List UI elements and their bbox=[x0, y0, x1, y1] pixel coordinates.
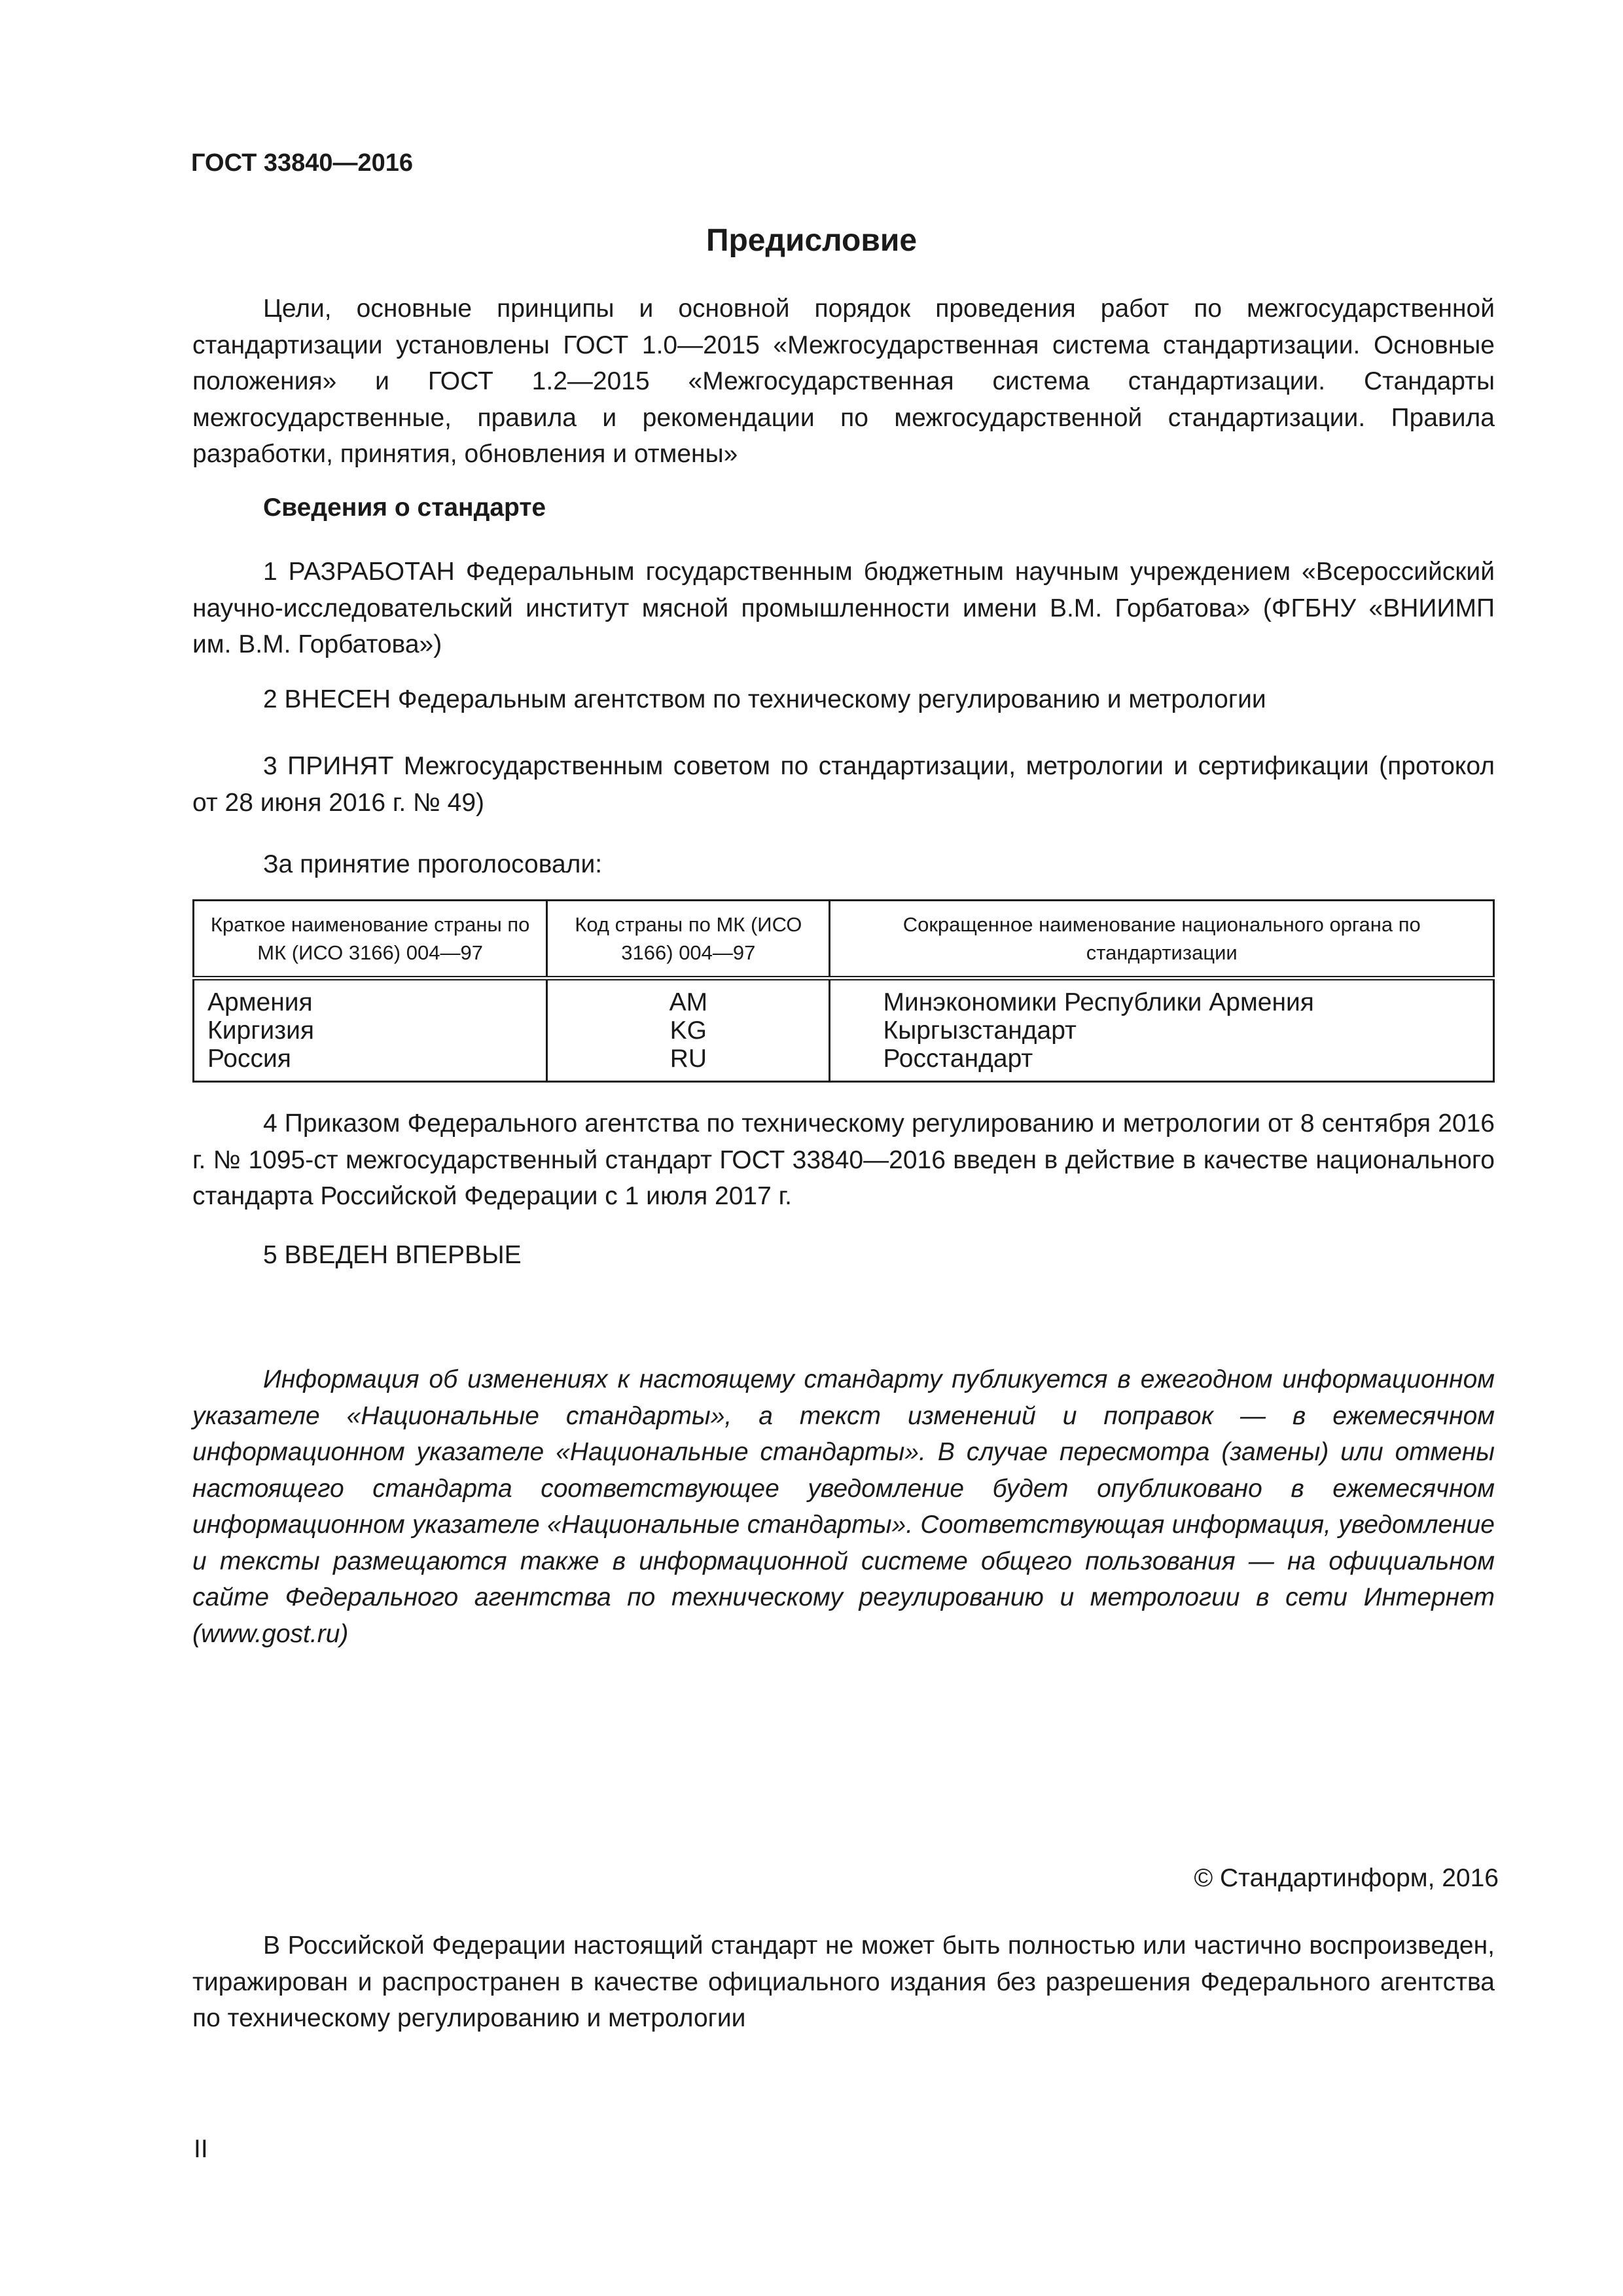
country-code-cell: AM bbox=[547, 978, 830, 1017]
notice-paragraph: Информация об изменениях к настоящему стандарту публикуется в ежегодном информационном указателе «Национальные стандарты», а текст изменений и поправок — в ежемесячном информационном указателе «Национальные стандарты». В случае пересмотра (замены) или отмены настоящего стандарта соответствующее уведомление будет опубликовано в ежемесячном информационном указателе «Национальные стандарты». Соответствующая информация, уведомление и тексты размещаются также в информационной системе общего пользования — на официальном сайте Федерального агентства по техническому регулированию и метрологии в сети Интернет (www.gost.ru) bbox=[192, 1365, 1495, 1648]
item-3: 3 ПРИНЯТ Межгосударственным советом по стандартизации, метрологии и сертификации (протокол от 28 июня 2016 г. № 49) bbox=[192, 752, 1495, 817]
country-name-cell: Россия bbox=[194, 1045, 547, 1082]
item-1: 1 РАЗРАБОТАН Федеральным государственным бюджетным научным учреждением «Всероссийский научно-исследовательский институт мясной промышленности имени В.М. Горбатова» (ФГБНУ «ВНИИМП им. В.М. Горбатова») bbox=[192, 558, 1495, 658]
page-number: II bbox=[194, 2135, 208, 2163]
header-country-code: Код страны по МК (ИСО 3166) 004—97 bbox=[547, 901, 830, 978]
document-code: ГОСТ 33840—2016 bbox=[191, 149, 414, 177]
header-country-name: Краткое наименование страны по МК (ИСО 3166) 004—97 bbox=[194, 901, 547, 978]
national-body-cell: Кыргызстандарт bbox=[830, 1016, 1494, 1045]
table-row bbox=[194, 978, 1494, 1017]
table-row bbox=[194, 1016, 1494, 1045]
item-4: 4 Приказом Федерального агентства по техническому регулированию и метрологии от 8 сентября 2016 г. № 1095-ст межгосударственный стандарт ГОСТ 33840—2016 введен в действие в качестве национального стандарта Российской Федерации с 1 июля 2017 г. bbox=[192, 1109, 1495, 1210]
info-heading: Сведения о стандарте bbox=[263, 493, 546, 522]
item-5: 5 ВВЕДЕН ВПЕРВЫЕ bbox=[263, 1241, 522, 1269]
country-code-cell: RU bbox=[547, 1045, 830, 1082]
page-title: Предисловие bbox=[705, 223, 918, 258]
country-code-cell: KG bbox=[547, 1016, 830, 1045]
table-row bbox=[194, 1045, 1494, 1082]
intro-paragraph: Цели, основные принципы и основной порядок проведения работ по межгосударственной стандартизации установлены ГОСТ 1.0—2015 «Межгосударственная система стандартизации. Основные положения» и ГОСТ 1.2—2015 «Межгосударственная система стандартизации. Стандарты межгосударственные, правила и рекомендации по межгосударственной стандартизации. Правила разработки, принятия, обновления и отмены» bbox=[192, 295, 1495, 468]
table-header-row bbox=[194, 901, 1494, 978]
national-body-cell: Минэкономики Республики Армения bbox=[830, 978, 1494, 1017]
rights-paragraph: В Российской Федерации настоящий стандарт не может быть полностью или частично воспроизведен, тиражирован и распространен в качестве официального издания без разрешения Федерального агентства по техническому регулированию и метрологии bbox=[192, 1931, 1495, 2032]
national-body-cell: Росстандарт bbox=[830, 1045, 1494, 1082]
country-name-cell: Киргизия bbox=[194, 1016, 547, 1045]
vote-label: За принятие проголосовали: bbox=[263, 850, 603, 878]
voting-table bbox=[192, 899, 1495, 1083]
item-2: 2 ВНЕСЕН Федеральным агентством по техническому регулированию и метрологии bbox=[263, 685, 1266, 713]
country-name-cell: Армения bbox=[194, 978, 547, 1017]
copyright: © Стандартинформ, 2016 bbox=[1194, 1864, 1499, 1892]
header-national-body: Сокращенное наименование национального органа по стандартизации bbox=[830, 901, 1494, 978]
